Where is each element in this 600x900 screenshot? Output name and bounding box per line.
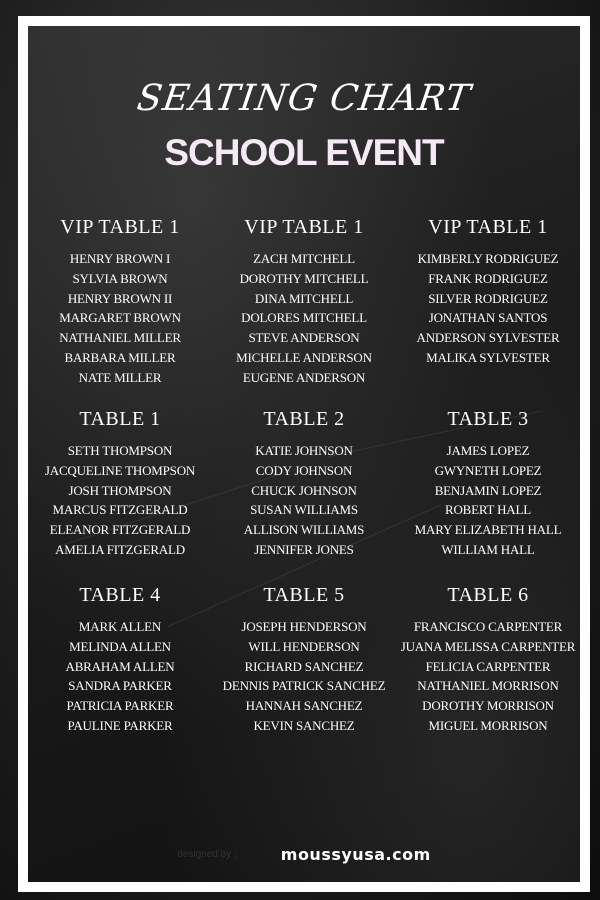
guest-name: ELEANOR FITZGERALD (49, 522, 191, 538)
guest-name: NATHANIEL MILLER (59, 330, 181, 346)
guest-name: MALIKA SYLVESTER (426, 349, 550, 365)
table-title: TABLE 4 (79, 584, 161, 606)
guest-name: HENRY BROWN I (69, 251, 171, 266)
guest-name: DOROTHY MITCHELL (239, 270, 369, 286)
guest-name: ANDERSON SYLVESTER (416, 330, 560, 346)
guest-name: WILLIAM HALL (441, 541, 535, 557)
guest-name: DENNIS PATRICK SANCHEZ (222, 678, 386, 694)
guest-name: WILL HENDERSON (248, 638, 360, 654)
guest-name: SYLVIA BROWN (72, 270, 168, 286)
guest-name: MARY ELIZABETH HALL (414, 522, 562, 538)
guest-name: JAMES LOPEZ (446, 443, 530, 458)
guest-name: KEVIN SANCHEZ (253, 717, 355, 733)
guest-name: ALLISON WILLIAMS (243, 522, 365, 538)
table-title: TABLE 2 (263, 408, 345, 430)
table-block (396, 584, 580, 736)
guest-name: HENRY BROWN II (67, 290, 173, 306)
guest-name: MARGARET BROWN (59, 310, 181, 326)
guest-name: FRANK RODRIGUEZ (428, 270, 548, 286)
table-block (396, 216, 580, 368)
guest-name: JUANA MELISSA CARPENTER (400, 638, 576, 654)
guest-name: DOROTHY MORRISON (422, 698, 554, 714)
guest-name: NATHANIEL MORRISON (417, 678, 559, 694)
guest-name: MARK ALLEN (78, 619, 162, 634)
table-block (396, 408, 580, 560)
guest-name: KIMBERLY RODRIGUEZ (417, 251, 559, 266)
table-block (212, 584, 396, 736)
guest-name: JACQUELINE THOMPSON (44, 462, 196, 478)
table-title: TABLE 6 (447, 584, 529, 606)
table-title: VIP TABLE 1 (428, 216, 548, 238)
guest-name: FELICIA CARPENTER (425, 658, 551, 674)
guest-name: BARBARA MILLER (64, 349, 176, 365)
guest-name: DOLORES MITCHELL (241, 310, 367, 326)
chart-frame (18, 16, 590, 892)
guest-name: HANNAH SANCHEZ (245, 698, 363, 714)
guest-name: PAULINE PARKER (67, 717, 173, 733)
guest-name: SANDRA PARKER (68, 678, 172, 694)
guest-name: MICHELLE ANDERSON (236, 349, 372, 365)
guest-name: EUGENE ANDERSON (242, 369, 366, 385)
script-title: SEATING CHART (134, 78, 474, 119)
guest-name: JENNIFER JONES (254, 541, 354, 557)
table-block (28, 584, 212, 736)
guest-name: MELINDA ALLEN (69, 638, 171, 654)
brand-link[interactable]: moussyusa.com (280, 845, 431, 864)
guest-name: ZACH MITCHELL (253, 251, 355, 266)
guest-name: JOSH THOMPSON (68, 482, 172, 498)
guest-name: STEVE ANDERSON (248, 330, 360, 346)
guest-name: AMELIA FITZGERALD (55, 541, 185, 557)
designed-by-label: designed by : (177, 849, 237, 860)
table-block (212, 216, 396, 388)
guest-name: JONATHAN SANTOS (428, 310, 548, 326)
guest-name: KATIE JOHNSON (255, 443, 353, 458)
guest-name: MARCUS FITZGERALD (52, 502, 188, 518)
guest-name: FRANCISCO CARPENTER (413, 619, 563, 634)
table-block (28, 408, 212, 560)
tables-grid (28, 26, 580, 882)
guest-name: RICHARD SANCHEZ (244, 658, 364, 674)
guest-name: PATRICIA PARKER (66, 698, 174, 714)
table-title: VIP TABLE 1 (244, 216, 364, 238)
table-title: TABLE 1 (79, 408, 161, 430)
guest-name: DINA MITCHELL (254, 290, 354, 306)
main-title: SCHOOL EVENT (164, 132, 444, 173)
guest-name: SUSAN WILLIAMS (250, 502, 358, 518)
guest-name: ABRAHAM ALLEN (65, 658, 175, 674)
guest-name: NATE MILLER (78, 369, 162, 385)
guest-name: JOSEPH HENDERSON (241, 619, 367, 634)
guest-name: BENJAMIN LOPEZ (434, 482, 542, 498)
guest-name: CODY JOHNSON (255, 462, 353, 478)
guest-name: CHUCK JOHNSON (251, 482, 357, 498)
table-title: TABLE 5 (263, 584, 345, 606)
table-block (28, 216, 212, 388)
guest-name: MIGUEL MORRISON (428, 717, 548, 733)
guest-name: SILVER RODRIGUEZ (428, 290, 548, 306)
footer (28, 845, 580, 864)
guest-name: SETH THOMPSON (67, 443, 173, 458)
table-title: VIP TABLE 1 (60, 216, 180, 238)
guest-name: GWYNETH LOPEZ (434, 462, 542, 478)
guest-name: ROBERT HALL (445, 502, 531, 518)
table-block (212, 408, 396, 560)
table-title: TABLE 3 (447, 408, 529, 430)
